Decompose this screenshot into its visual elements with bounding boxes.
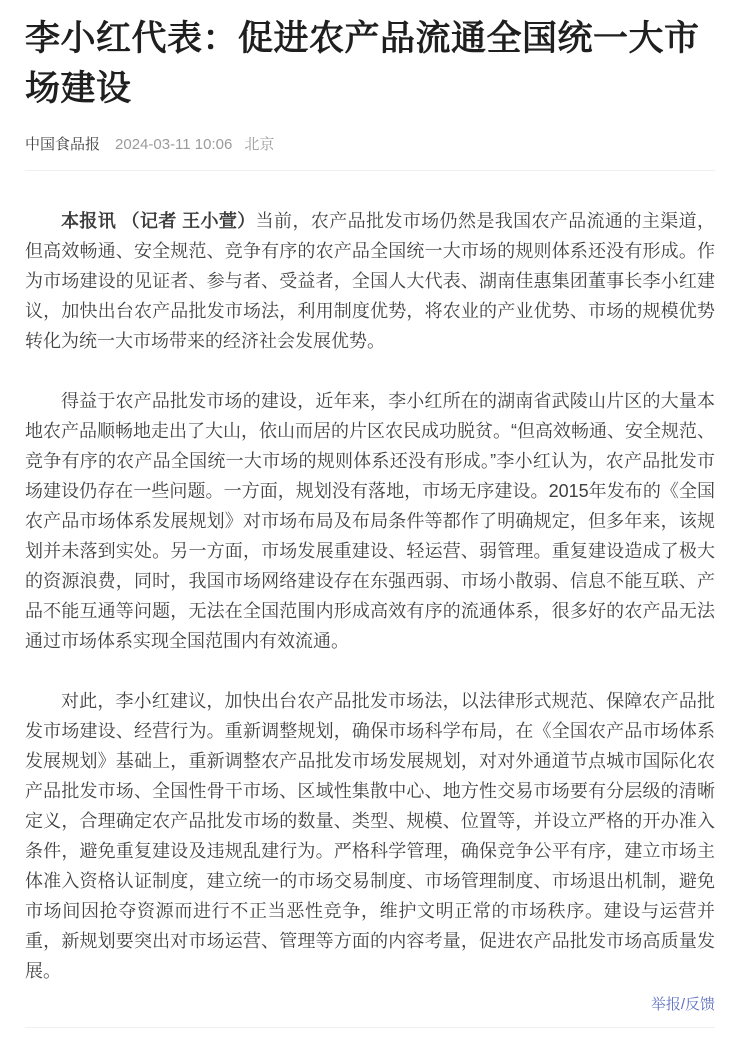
report-feedback-link[interactable]: 举报/反馈: [650, 996, 715, 1013]
article-meta: [25, 134, 715, 155]
paragraph-lead: [25, 206, 715, 356]
paragraph-2: 得益于农产品批发市场的建设，近年来，李小红所在的湖南省武陵山片区的大量本地农产品顺畅地走出了大山，依山而居的片区农民成功脱贫。“但高效畅通、安全规范、竞争有序的农产品全国统一大市场的规则体系还没有形成。”李小红认为，农产品批发市场建设仍存在一些问题。一方面，规划没有落地，市场无序建设。2015年发布的《全国农产品市场体系发展规划》对市场布局及布局条件等都作了明确规定，但多年来，该规划并未落到实处。另一方面，市场发展重建设、轻运营、弱管理。重复建设造成了极大的资源浪费，同时，我国市场网络建设存在东强西弱、市场小散弱、信息不能互联、产品不能互通等问题，无法在全国范围内形成高效有序的流通体系，很多好的农产品无法通过市场体系实现全国范围内有效流通。: [25, 391, 715, 651]
footer-divider: [25, 1027, 715, 1028]
article-title: 李小红代表：促进农产品流通全国统一大市场建设: [25, 19, 700, 108]
source-name: 中国食品报: [25, 136, 101, 153]
header-divider: [25, 170, 715, 171]
paragraph-3: 对此，李小红建议，加快出台农产品批发市场法，以法律形式规范、保障农产品批发市场建设、经营行为。重新调整规划，确保市场科学布局，在《全国农产品市场体系发展规划》基础上，重新调整农产品批发市场发展规划，对对外通道节点城市国际化农产品批发市场、全国性骨干市场、区域性集散中心、地方性交易市场要有分层级的清晰定义，合理确定农产品批发市场的数量、类型、规模、位置等，并设立严格的开办准入条件，避免重复建设及违规乱建行为。严格科学管理，确保竞争公平有序，建立市场主体准入资格认证制度，建立统一的市场交易制度、市场管理制度、市场退出机制，避免市场间因抢夺资源而进行不正当恶性竞争，维护文明正常的市场秩序。建设与运营并重，新规划要突出对市场运营、管理等方面的内容考量，促进农产品批发市场高质量发展。: [25, 691, 715, 981]
article-footer: [25, 994, 715, 1015]
lead-text: 当前，农产品批发市场仍然是我国农产品流通的主渠道，但高效畅通、安全规范、竞争有序的农产品全国统一大市场的规则体系还没有形成。作为市场建设的见证者、参与者、受益者，全国人大代表、湖南佳惠集团董事长李小红建议，加快出台农产品批发市场法，利用制度优势，将农业的产业优势、市场的规模优势转化为统一大市场带来的经济社会发展优势。: [25, 211, 715, 351]
article-body: [25, 206, 715, 986]
publish-location: 北京: [244, 136, 275, 153]
lead-byline: 本报讯 （记者 王小萱）: [61, 211, 256, 231]
publish-datetime: 2024-03-11 10:06: [115, 136, 233, 153]
